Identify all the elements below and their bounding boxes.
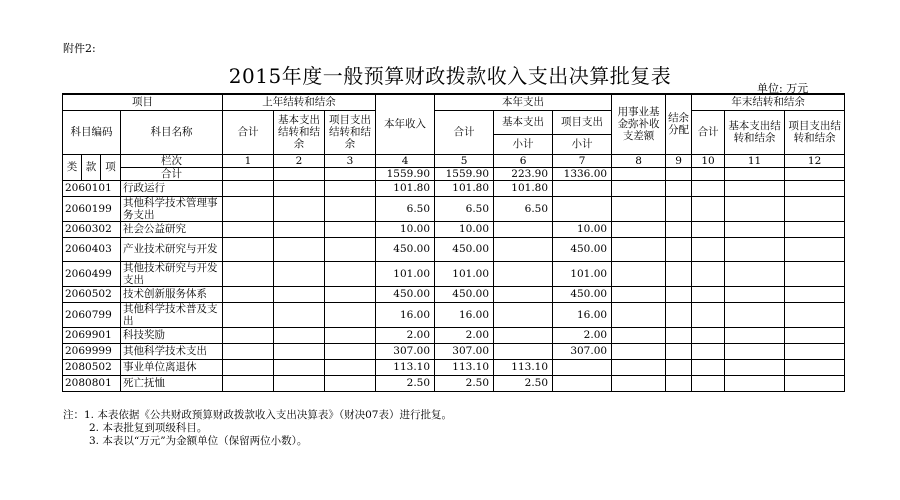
row-expense: 113.10 [435,359,494,375]
prev-project [325,302,376,327]
total-project: 1336.00 [553,167,612,180]
row-project: 16.00 [553,302,612,327]
total-basic: 223.90 [494,167,553,180]
row-supp [612,343,666,359]
row-name: 事业单位离退休 [121,359,223,375]
row-project [553,375,612,391]
row-name: 死亡抚恤 [121,375,223,391]
row-supp [612,286,666,302]
row-dist [666,359,692,375]
end-project [785,196,845,221]
table-row [63,221,845,237]
table-row [63,180,845,196]
header-end-project: 项目支出结转和结余 [785,110,845,154]
row-expense: 10.00 [435,221,494,237]
row-income: 450.00 [376,237,435,261]
row-project [553,180,612,196]
row-code: 2069901 [63,327,121,343]
end-basic [725,343,785,359]
prev-project [325,359,376,375]
row-dist [666,196,692,221]
prev-total [223,237,274,261]
header-prev-total: 合计 [223,110,274,154]
prev-basic [274,196,325,221]
header-basic-exp: 基本支出 [494,110,553,134]
table-row [63,302,845,327]
row-supp [612,196,666,221]
header-kuan: 款 [82,154,101,180]
row-expense: 101.80 [435,180,494,196]
table-row [63,286,845,302]
end-total [692,286,725,302]
header-code: 科目编码 [63,110,121,154]
row-expense: 450.00 [435,237,494,261]
end-basic [725,286,785,302]
row-code: 2080502 [63,359,121,375]
col-num: 11 [725,154,785,167]
row-basic: 101.80 [494,180,553,196]
header-basic-subtotal: 小计 [494,134,553,154]
prev-project [325,180,376,196]
row-dist [666,180,692,196]
row-project: 450.00 [553,286,612,302]
row-basic [494,286,553,302]
note-item: 2. 本表批复到项级科目。 [89,422,208,434]
row-code: 2060302 [63,221,121,237]
header-lei: 类 [63,154,82,180]
row-dist [666,375,692,391]
prev-basic [274,286,325,302]
prev-project [325,237,376,261]
row-project: 450.00 [553,237,612,261]
row-dist [666,221,692,237]
end-basic [725,375,785,391]
row-dist [666,286,692,302]
header-prev-balance: 上年结转和结余 [223,94,376,110]
note-item: 注：1. 本表依据《公共财政预算财政拨款收入支出决算表》（财决07表）进行批复。 [63,409,452,421]
end-project [785,359,845,375]
row-code: 2069999 [63,343,121,359]
end-total [692,375,725,391]
row-name: 其他科学技术管理事务支出 [121,196,223,221]
end-project [785,221,845,237]
row-code: 2060101 [63,180,121,196]
row-income: 450.00 [376,286,435,302]
header-prev-project: 项目支出结转和结余 [325,110,376,154]
end-total [692,221,725,237]
total-expense: 1559.90 [435,167,494,180]
col-num: 5 [435,154,494,167]
row-expense: 16.00 [435,302,494,327]
end-basic [725,261,785,286]
end-project [785,286,845,302]
row-income: 101.80 [376,180,435,196]
total-income: 1559.90 [376,167,435,180]
prev-basic [274,375,325,391]
row-name: 技术创新服务体系 [121,286,223,302]
prev-basic [274,343,325,359]
col-num: 2 [274,154,325,167]
row-income: 16.00 [376,302,435,327]
table-row [63,375,845,391]
col-num: 7 [553,154,612,167]
end-total [692,359,725,375]
total-row [63,167,845,180]
header-income: 本年收入 [376,94,435,154]
row-dist [666,237,692,261]
end-project [785,180,845,196]
row-name: 社会公益研究 [121,221,223,237]
row-name: 行政运行 [121,180,223,196]
prev-project [325,343,376,359]
end-project [785,343,845,359]
row-expense: 450.00 [435,286,494,302]
col-num: 9 [666,154,692,167]
header-current-expense: 本年支出 [435,94,612,110]
row-expense: 101.00 [435,261,494,286]
end-basic [725,359,785,375]
col-num: 8 [612,154,666,167]
end-total [692,302,725,327]
header-prev-basic: 基本支出结转和结余 [274,110,325,154]
end-basic [725,180,785,196]
end-total [692,261,725,286]
row-supp [612,180,666,196]
row-project: 307.00 [553,343,612,359]
table-row [63,359,845,375]
header-project-exp: 项目支出 [553,110,612,134]
row-income: 101.00 [376,261,435,286]
row-basic [494,261,553,286]
row-basic [494,221,553,237]
row-name: 产业技术研究与开发 [121,237,223,261]
row-project: 2.00 [553,327,612,343]
prev-project [325,261,376,286]
prev-project [325,221,376,237]
table-row [63,237,845,261]
notes [63,409,452,448]
col-num: 6 [494,154,553,167]
prev-total [223,196,274,221]
prev-project [325,196,376,221]
header-end-balance: 年末结转和结余 [692,94,845,110]
prev-basic [274,261,325,286]
row-basic [494,327,553,343]
table-row [63,261,845,286]
end-total [692,180,725,196]
prev-basic [274,302,325,327]
row-expense: 2.00 [435,327,494,343]
end-total [692,343,725,359]
row-dist [666,261,692,286]
prev-total [223,327,274,343]
header-surplus-distribution: 结余分配 [666,94,692,154]
end-project [785,237,845,261]
row-supp [612,221,666,237]
note-item: 3. 本表以“万元”为金额单位（保留两位小数）。 [89,435,308,447]
row-basic: 113.10 [494,359,553,375]
end-basic [725,221,785,237]
row-expense: 2.50 [435,375,494,391]
prev-basic [274,237,325,261]
header-project-subtotal: 小计 [553,134,612,154]
row-supp [612,261,666,286]
prev-total [223,261,274,286]
prev-basic [274,359,325,375]
prev-project [325,286,376,302]
end-project [785,261,845,286]
row-name: 其他科学技术普及支出 [121,302,223,327]
header-curr-total: 合计 [435,110,494,154]
header-fund-supplement: 用事业基金弥补收支差额 [612,94,666,154]
prev-total [223,286,274,302]
row-project [553,359,612,375]
row-code: 2060199 [63,196,121,221]
row-dist [666,302,692,327]
row-expense: 6.50 [435,196,494,221]
row-name: 其他科学技术支出 [121,343,223,359]
row-basic: 6.50 [494,196,553,221]
row-basic [494,343,553,359]
row-income: 10.00 [376,221,435,237]
row-income: 6.50 [376,196,435,221]
row-project [553,196,612,221]
col-num: 12 [785,154,845,167]
prev-basic [274,221,325,237]
col-num: 3 [325,154,376,167]
end-basic [725,327,785,343]
prev-total [223,375,274,391]
column-seq-label: 栏次 [121,154,223,167]
row-supp [612,302,666,327]
prev-total [223,343,274,359]
row-project: 10.00 [553,221,612,237]
end-project [785,375,845,391]
end-project [785,302,845,327]
table-row [63,327,845,343]
prev-basic [274,327,325,343]
page-title: 2015年度一般预算财政拨款收入支出决算批复表 [228,64,672,88]
header-item: 项目 [63,94,223,110]
prev-basic [274,180,325,196]
row-name: 科技奖励 [121,327,223,343]
prev-project [325,327,376,343]
header-end-total: 合计 [692,110,725,154]
row-code: 2060502 [63,286,121,302]
row-code: 2080801 [63,375,121,391]
row-basic [494,302,553,327]
row-expense: 307.00 [435,343,494,359]
total-label: 合计 [121,167,223,180]
table-row [63,196,845,221]
row-basic [494,237,553,261]
end-total [692,196,725,221]
prev-total [223,180,274,196]
row-basic: 2.50 [494,375,553,391]
end-project [785,327,845,343]
row-income: 2.50 [376,375,435,391]
prev-total [223,221,274,237]
unit-label: 单位: 万元 [757,82,809,95]
row-supp [612,327,666,343]
row-code: 2060799 [63,302,121,327]
prev-project [325,375,376,391]
col-num: 1 [223,154,274,167]
col-num: 10 [692,154,725,167]
row-income: 307.00 [376,343,435,359]
row-income: 113.10 [376,359,435,375]
header-xiang: 项 [101,154,121,180]
row-supp [612,359,666,375]
end-total [692,237,725,261]
end-basic [725,196,785,221]
end-basic [725,237,785,261]
end-basic [725,302,785,327]
row-code: 2060499 [63,261,121,286]
row-dist [666,343,692,359]
row-code: 2060403 [63,237,121,261]
prev-total [223,302,274,327]
row-dist [666,327,692,343]
row-supp [612,375,666,391]
col-num: 4 [376,154,435,167]
end-total [692,327,725,343]
attachment-label: 附件2: [63,42,96,55]
header-end-basic: 基本支出结转和结余 [725,110,785,154]
prev-total [223,359,274,375]
row-name: 其他技术研究与开发支出 [121,261,223,286]
row-supp [612,237,666,261]
budget-table [62,93,845,392]
row-project: 101.00 [553,261,612,286]
table-row [63,343,845,359]
row-income: 2.00 [376,327,435,343]
header-name: 科目名称 [121,110,223,154]
